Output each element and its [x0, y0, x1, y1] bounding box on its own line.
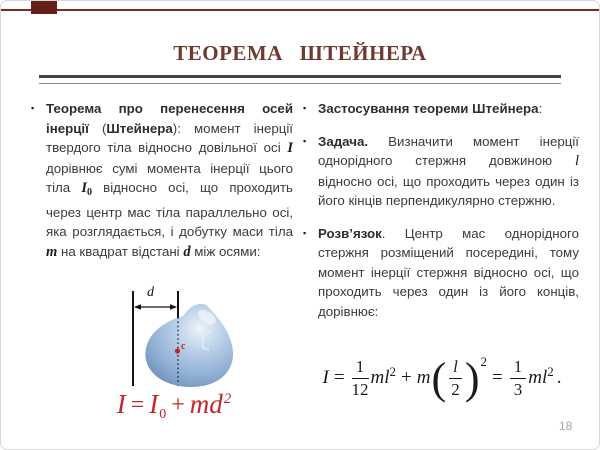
theorem-bullet	[31, 99, 293, 262]
rod-inertia-formula: I = $\frac{1}{12}$ ml 2 + m ( $\frac{l}{2}$ ) 2 = $\frac{1}{3}$ ml 2 .	[322, 354, 562, 404]
bullet-square-icon: ▪	[303, 227, 307, 238]
problem-bullet	[303, 132, 579, 211]
bullet-square-icon: ▪	[31, 103, 35, 113]
application-text: Застосування теореми Штейнера:	[318, 101, 543, 116]
fraction-1-3	[510, 357, 527, 399]
equals-sign: =	[130, 392, 145, 418]
fraction-numerator: 1	[510, 357, 527, 379]
formula-ml: ml	[528, 367, 548, 389]
formula-squared: 2	[389, 364, 397, 380]
formula-I0-base: I	[149, 389, 159, 419]
fraction-1-12	[352, 357, 369, 399]
slide-title: ТЕОРЕМА ШТЕЙНЕРА	[173, 41, 427, 65]
parallel-axes-diagram	[119, 285, 264, 390]
formula-squared: 2	[480, 354, 488, 370]
fraction-denominator: 12	[351, 379, 369, 399]
title-divider	[39, 75, 561, 84]
bullet-square-icon: ▪	[303, 103, 307, 113]
formula-squared: 2	[547, 364, 554, 380]
rigid-body-blob	[145, 304, 233, 387]
right-column	[303, 99, 579, 334]
fraction-denominator: 2	[451, 379, 460, 399]
formula-md: md	[189, 389, 223, 419]
equals-sign: =	[492, 367, 503, 389]
formula-I0-subscript: 0	[159, 407, 167, 422]
solution-bullet	[303, 224, 579, 322]
solution-text: Розв’язок. Центр мас однорідного стержня розміщений посередині, тому момент інерції стержня відносно осі, що проходить через один із його конців, дорівнює:	[318, 225, 579, 319]
formula-I: I	[322, 367, 329, 389]
period: .	[556, 367, 562, 389]
problem-text: Задача. Визначити момент інерції однорідного стержня довжиною l відносно осі, що проходить через один із його кінців перпендикулярно стержню.	[318, 133, 579, 208]
diagram-canvas	[119, 288, 264, 390]
formula-ml: ml	[370, 367, 390, 389]
center-of-mass-label: c	[181, 341, 186, 352]
fraction-l-2	[449, 357, 462, 399]
formula-m: m	[416, 367, 431, 389]
center-of-mass-dot	[175, 348, 180, 353]
application-bullet	[303, 99, 579, 119]
plus-sign: +	[171, 392, 185, 418]
equals-sign: =	[333, 367, 345, 389]
fraction-numerator: l	[449, 357, 462, 379]
plus-sign: +	[401, 367, 412, 389]
fraction-numerator: 1	[352, 357, 369, 379]
steiner-formula	[99, 389, 249, 420]
top-accent-square	[31, 1, 57, 14]
left-column	[31, 99, 293, 275]
theorem-text: Теорема про перенесення осей інерції (Штейнера): момент інерції твердого тіла відносно довільної осі I дорівнює сумі момента інерції цього тіла $I_0$ відносно осі, що проходить через центр мас тіла параллельно осі, яка розглядається, і добутку маси тіла m на квадрат відстані d між осями:	[46, 101, 293, 260]
top-accent-line	[1, 9, 599, 11]
page-number: 18	[559, 419, 573, 433]
fraction-denominator: 3	[513, 379, 523, 399]
distance-label: d	[147, 285, 154, 300]
formula-squared: 2	[223, 391, 232, 407]
bullet-square-icon: ▪	[303, 135, 307, 146]
arrowhead-left-icon	[134, 304, 141, 309]
formula-I: I	[116, 389, 126, 419]
arrowhead-right-icon	[170, 304, 177, 309]
